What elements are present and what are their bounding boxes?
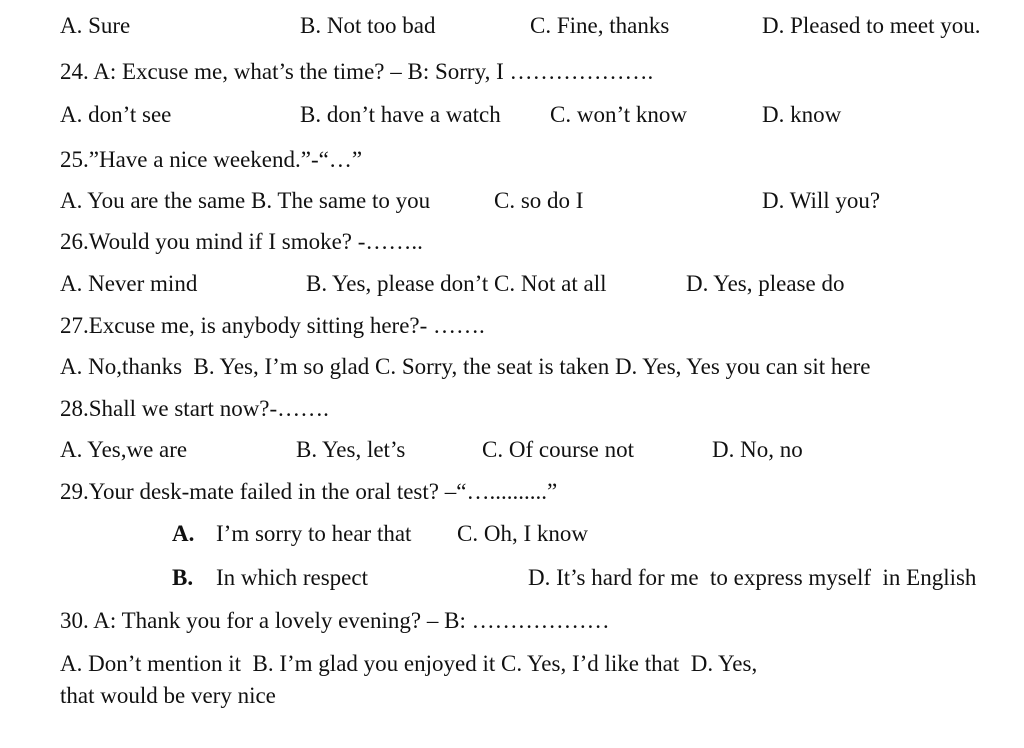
q23-option-a: A. Sure	[60, 13, 131, 38]
q27-options: A. No,thanks B. Yes, I’m so glad C. Sorry, the seat is taken D. Yes, Yes you can sit here	[60, 354, 871, 379]
q30-options-line2: that would be very nice	[60, 683, 276, 708]
q25-prompt: 25.”Have a nice weekend.”-“…”	[60, 147, 363, 172]
q24-option-c: C. won’t know	[550, 102, 687, 127]
q23-option-d: D. Pleased to meet you.	[762, 13, 981, 38]
q24-option-b: B. don’t have a watch	[300, 102, 501, 127]
q23-option-b: B. Not too bad	[300, 13, 436, 38]
q25-option-c: C. so do I	[494, 188, 584, 213]
q30-prompt: 30. A: Thank you for a lovely evening? – B: ………………	[60, 608, 610, 633]
q29-prompt: 29.Your desk-mate failed in the oral test? –“…..........”	[60, 479, 558, 504]
q29-option-b-marker: B.	[172, 565, 194, 590]
q24-option-a: A. don’t see	[60, 102, 172, 127]
q29-option-a-marker: A.	[172, 521, 195, 546]
q26-option-a: A. Never mind	[60, 271, 198, 296]
q23-option-c: C. Fine, thanks	[530, 13, 670, 38]
q28-option-c: C. Of course not	[482, 437, 635, 462]
q24-prompt: 24. A: Excuse me, what’s the time? – B: Sorry, I ……………….	[60, 59, 654, 84]
q29-option-d-clip	[528, 564, 1024, 594]
q24-option-d: D. know	[762, 102, 842, 127]
q29-option-d: D. It’s hard for me to express myself in English	[528, 565, 977, 590]
q28-option-b: B. Yes, let’s	[296, 437, 406, 462]
q25-option-d: D. Will you?	[762, 188, 881, 213]
q28-option-a: A. Yes,we are	[60, 437, 188, 462]
q26-prompt: 26.Would you mind if I smoke? -……..	[60, 229, 423, 254]
q28-option-d: D. No, no	[712, 437, 803, 462]
q29-option-b-text: In which respect	[216, 565, 368, 590]
q30-options-line1: A. Don’t mention it B. I’m glad you enjoyed it C. Yes, I’d like that D. Yes,	[60, 651, 758, 676]
q29-option-a-text: I’m sorry to hear that	[216, 521, 412, 546]
q26-option-d: D. Yes, please do	[686, 271, 845, 296]
q29-option-c: C. Oh, I know	[457, 521, 588, 546]
q28-prompt: 28.Shall we start now?-…….	[60, 396, 329, 421]
q26-option-bc: B. Yes, please don’t C. Not at all	[306, 271, 607, 296]
q25-option-ab: A. You are the same B. The same to you	[60, 188, 431, 213]
q27-prompt: 27.Excuse me, is anybody sitting here?- …….	[60, 313, 485, 338]
